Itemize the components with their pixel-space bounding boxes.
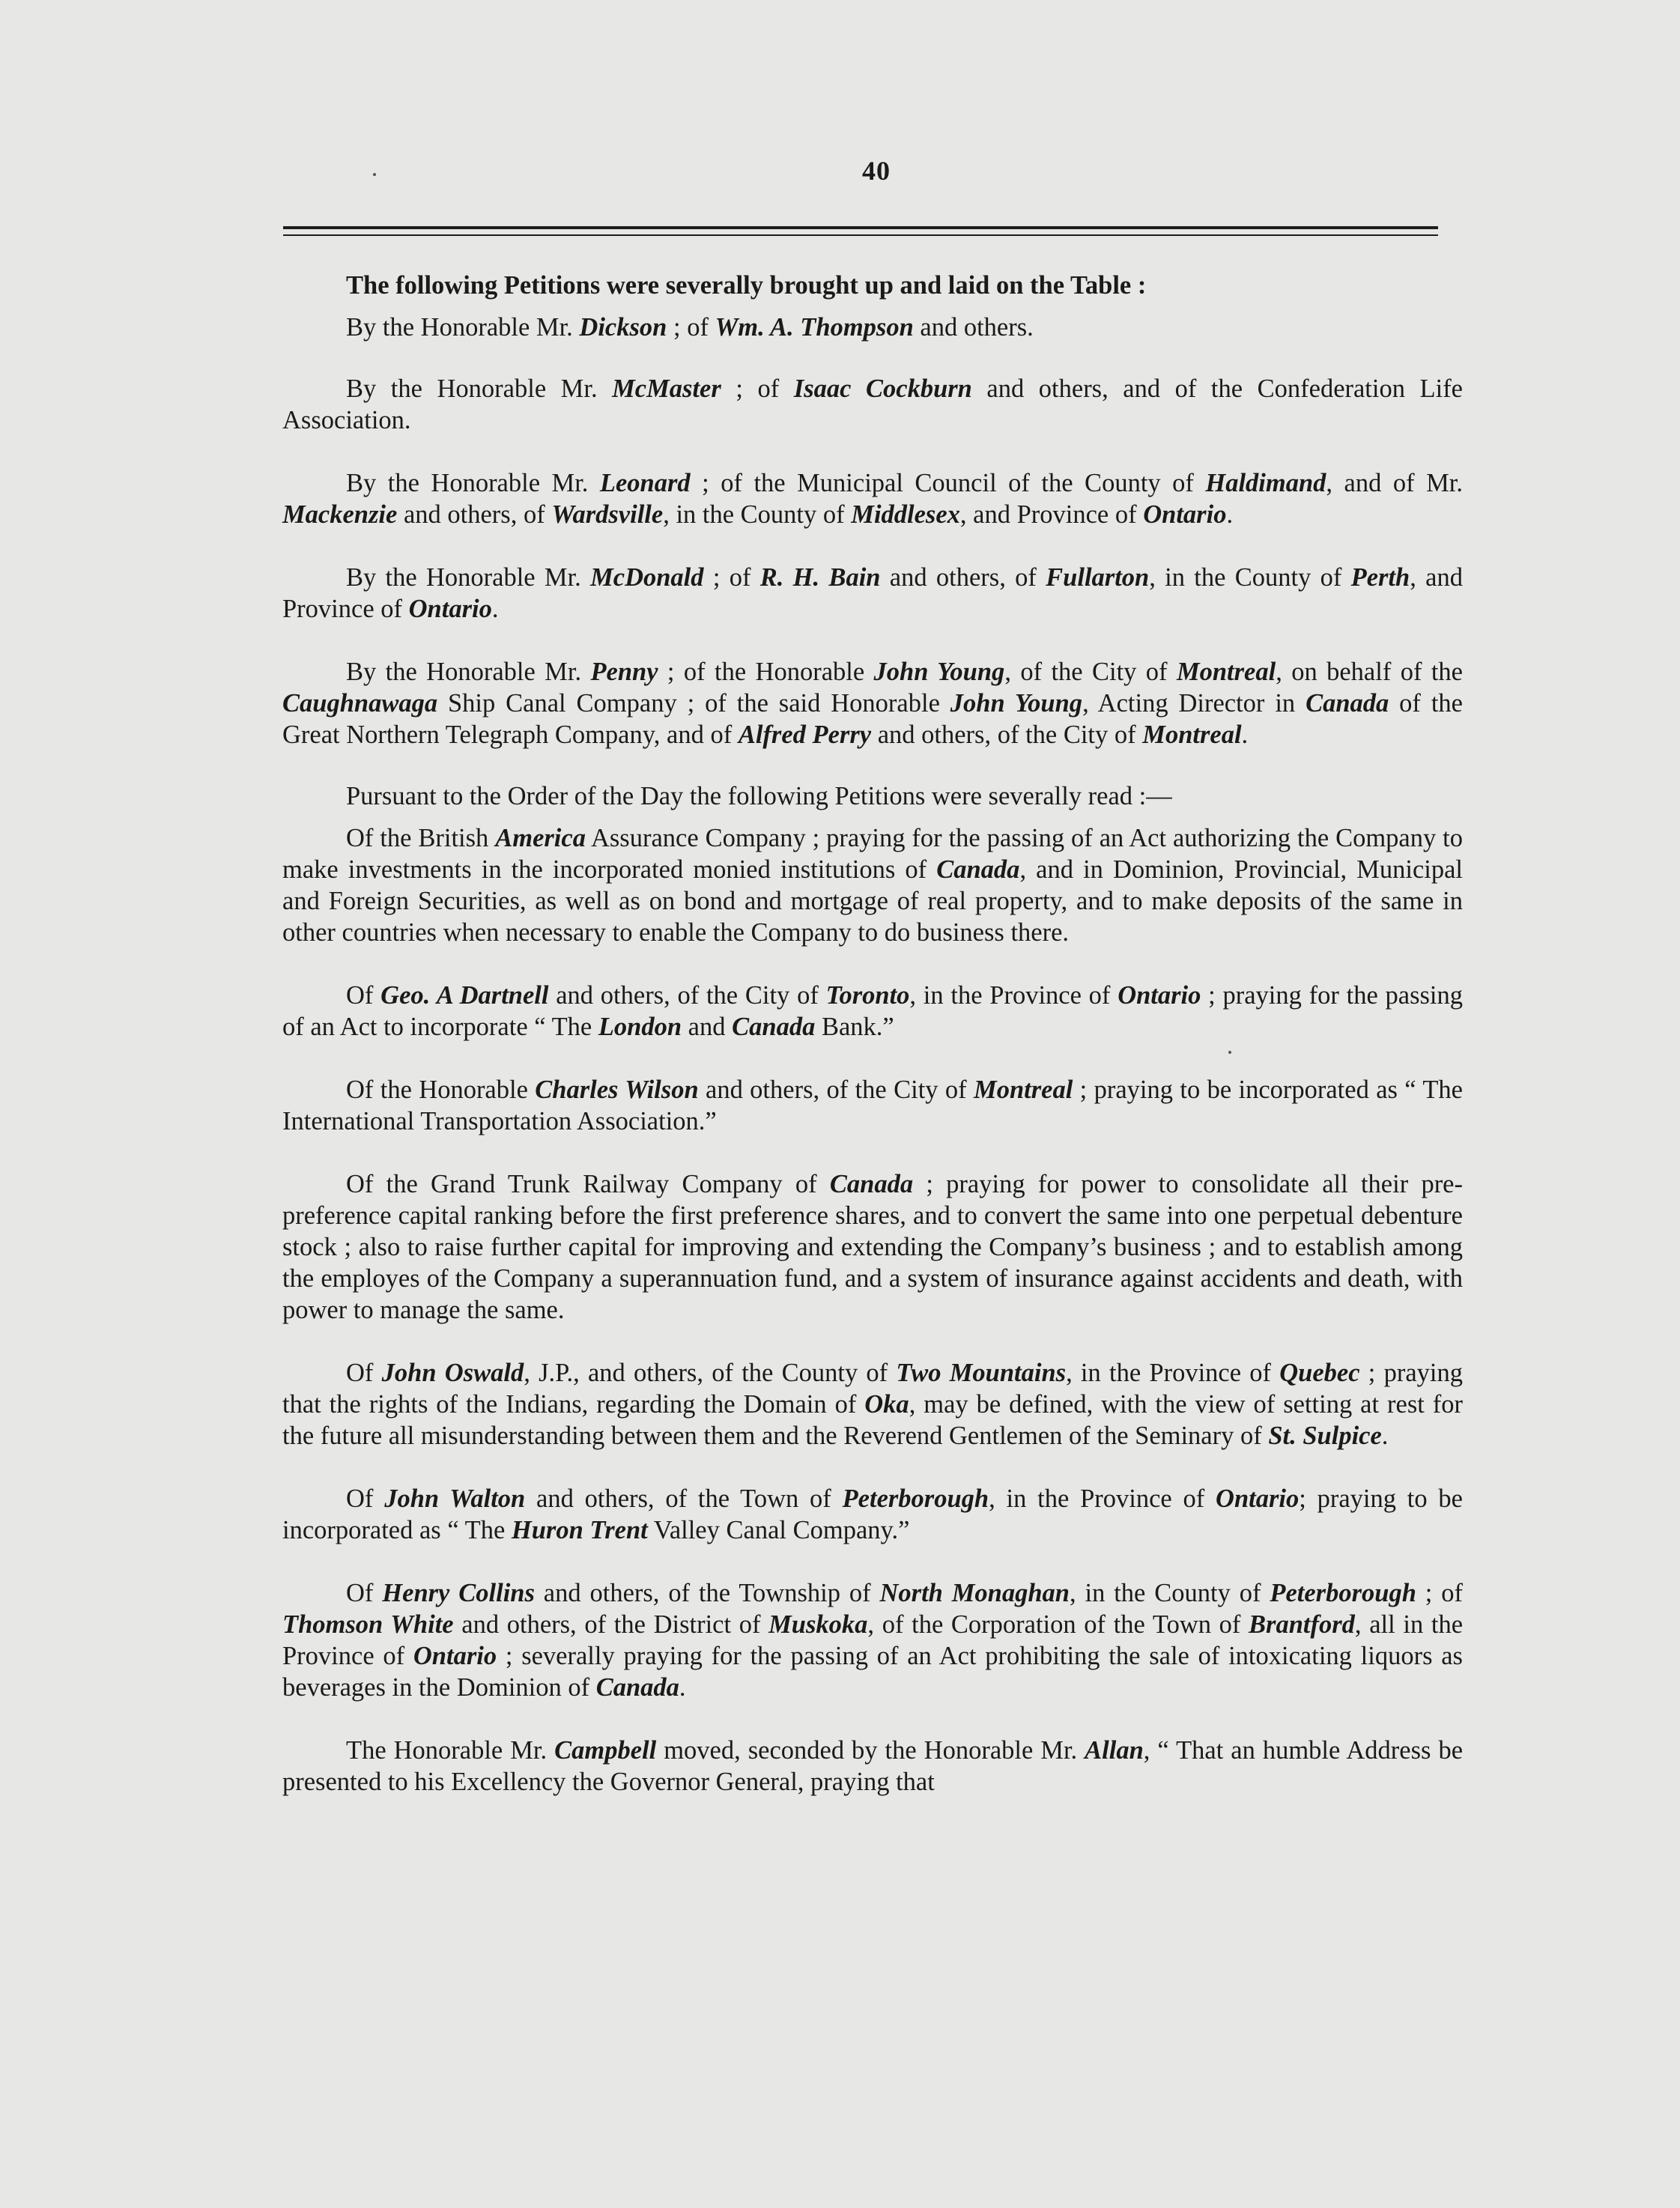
- text-run: .: [679, 1673, 686, 1702]
- proper-name: Ontario: [1216, 1484, 1300, 1513]
- text-run: , “ That an humble Address be presented to his Excellency the Governor General, praying that: [282, 1736, 1464, 1796]
- text-run: Pursuant to the Order of the Day the following Petitions were severally read :—: [346, 782, 1172, 810]
- text-run: ; praying for power to consolidate all their pre-preference capital ranking before the first preference shares, and to convert the same into one perpetual debenture stock ; also to raise further capital for improving and extending the Company’s business ; and to establish among the employes of the Company a superannuation fund, and a system of insurance against accidents and death, with power to manage the same.: [282, 1170, 1463, 1324]
- proper-name: John Young: [950, 689, 1083, 718]
- proper-name: Leonard: [599, 469, 691, 497]
- proper-name: Canada: [595, 1673, 679, 1702]
- text-run: ; of the Honorable: [658, 658, 874, 686]
- proper-name: Montreal: [1142, 721, 1242, 749]
- text-run: ; praying to be incorporated as “ The International Transportation Association.”: [282, 1076, 1463, 1135]
- paragraph: [282, 1168, 1463, 1326]
- paragraph: [282, 1074, 1463, 1137]
- text-run: , may be defined, with the view of setting at rest for the future all misunderstanding between them and the Reverend Gentlemen of the Seminary of: [282, 1390, 1464, 1450]
- text-run: and others, of the City of: [871, 721, 1143, 749]
- text-run: , and Province of: [959, 500, 1144, 529]
- text-run: Of: [346, 981, 381, 1010]
- text-run: , and of Mr.: [1326, 469, 1463, 497]
- text-run: , in the County of: [663, 500, 852, 529]
- proper-name: Henry Collins: [382, 1579, 535, 1607]
- proper-name: Charles Wilson: [535, 1076, 699, 1104]
- text-run: and others, of the Town of: [525, 1484, 843, 1513]
- proper-name: Canada: [732, 1013, 816, 1041]
- bold-text: The following Petitions were severally brought up and laid on the Table :: [346, 271, 1147, 300]
- proper-name: Dickson: [579, 313, 667, 342]
- text-run: By the Honorable Mr.: [346, 563, 591, 592]
- text-run: and others, of the City of: [698, 1076, 974, 1104]
- proper-name: McMaster: [612, 374, 721, 403]
- paragraph: [282, 1483, 1463, 1546]
- text-run: By the Honorable Mr.: [346, 469, 600, 497]
- proper-name: Wm. A. Thompson: [715, 313, 914, 342]
- proper-name: Ontario: [1143, 500, 1227, 529]
- text-run: , of the Corporation of the Town of: [867, 1610, 1249, 1639]
- text-run: ; of: [1416, 1579, 1464, 1607]
- text-run: , in the Province of: [1066, 1359, 1280, 1387]
- proper-name: Geo. A Dartnell: [380, 981, 549, 1010]
- speck-mark: [373, 173, 376, 176]
- proper-name: Peterborough: [1270, 1579, 1416, 1607]
- paragraph: [282, 312, 1463, 343]
- text-run: , on behalf of the: [1276, 658, 1463, 686]
- proper-name: Middlesex: [851, 500, 960, 529]
- proper-name: Haldimand: [1205, 469, 1326, 497]
- text-run: .: [1226, 500, 1234, 529]
- text-run: Assurance Company ; praying for the passing of an Act authorizing the Company to make investments in the incorporated monied institutions of: [282, 824, 1463, 884]
- text-run: Of: [346, 1579, 383, 1607]
- proper-name: Caughnawaga: [282, 689, 438, 718]
- text-run: ; praying that the rights of the Indians, regarding the Domain of: [282, 1359, 1464, 1419]
- proper-name: McDonald: [590, 563, 704, 592]
- text-run: , in the County of: [1069, 1579, 1270, 1607]
- text-run: , Acting Director in: [1082, 689, 1306, 718]
- text-run: and others, of the City of: [548, 981, 826, 1010]
- text-run: .: [1241, 721, 1249, 749]
- text-run: Of the British: [346, 824, 496, 852]
- proper-name: Muskoka: [768, 1610, 868, 1639]
- proper-name: R. H. Bain: [759, 563, 881, 592]
- proper-name: John Oswald: [381, 1359, 524, 1387]
- text-run: , in the Province of: [909, 981, 1118, 1010]
- text-run: and others, of the District of: [453, 1610, 769, 1639]
- text-run: Ship Canal Company ; of the said Honorable: [437, 689, 950, 718]
- text-run: moved, seconded by the Honorable Mr.: [656, 1736, 1085, 1765]
- text-run: The Honorable Mr.: [346, 1736, 555, 1765]
- proper-name: Perth: [1350, 563, 1410, 592]
- proper-name: Peterborough: [842, 1484, 989, 1513]
- proper-name: Two Mountains: [896, 1359, 1067, 1387]
- proper-name: Brantford: [1249, 1610, 1355, 1639]
- paragraph: [282, 980, 1463, 1043]
- paragraph: [282, 562, 1463, 625]
- text-run: ; of: [667, 313, 715, 342]
- text-run: , all in the Province of: [282, 1610, 1464, 1670]
- proper-name: St. Sulpice: [1268, 1422, 1382, 1450]
- proper-name: Montreal: [974, 1076, 1073, 1104]
- text-run: and others, of: [880, 563, 1046, 592]
- proper-name: Canada: [829, 1170, 914, 1198]
- proper-name: Toronto: [825, 981, 910, 1010]
- proper-name: Quebec: [1279, 1359, 1360, 1387]
- text-run: Valley Canal Company.”: [647, 1516, 910, 1544]
- text-run: ; praying for the passing of an Act to incorporate “ The: [282, 981, 1464, 1041]
- body-text: [282, 270, 1463, 1798]
- paragraph: [282, 373, 1463, 436]
- text-run: and others, of: [397, 500, 552, 529]
- paragraph: [282, 780, 1463, 812]
- paragraph: [282, 822, 1463, 948]
- paragraph: [282, 467, 1463, 530]
- proper-name: Oka: [864, 1390, 909, 1419]
- text-run: ; of: [721, 374, 794, 403]
- text-run: Of: [346, 1484, 385, 1513]
- text-run: ; severally praying for the passing of an Act prohibiting the sale of intoxicating liquors as beverages in the Dominion of: [282, 1642, 1463, 1702]
- proper-name: Fullarton: [1046, 563, 1150, 592]
- proper-name: Canada: [936, 855, 1020, 884]
- paragraph: [282, 1357, 1463, 1452]
- proper-name: Penny: [590, 658, 658, 686]
- text-run: and: [682, 1013, 733, 1041]
- paragraph: [282, 270, 1463, 301]
- proper-name: North Monaghan: [879, 1579, 1070, 1607]
- text-run: Of: [346, 1359, 382, 1387]
- text-run: and others, and of the Confederation Life Association.: [282, 374, 1463, 434]
- text-run: , J.P., and others, of the County of: [524, 1359, 897, 1387]
- proper-name: Canada: [1306, 689, 1389, 718]
- text-run: , and Province of: [282, 563, 1463, 623]
- text-run: , of the City of: [1004, 658, 1177, 686]
- text-run: , in the County of: [1149, 563, 1351, 592]
- text-run: , in the Province of: [989, 1484, 1216, 1513]
- proper-name: Thomson White: [282, 1610, 454, 1639]
- text-run: ; of the Municipal Council of the County of: [690, 469, 1206, 497]
- proper-name: Allan: [1085, 1736, 1144, 1765]
- proper-name: Ontario: [408, 595, 492, 623]
- text-run: and others.: [913, 313, 1034, 342]
- proper-name: Campbell: [554, 1736, 657, 1765]
- page-number: 40: [862, 156, 891, 186]
- text-run: , and in Dominion, Provincial, Municipal and Foreign Securities, as well as on bond and mortgage of real property, and to make deposits of the same in other countries when necessary to enable the Company to do business there.: [282, 855, 1463, 947]
- proper-name: America: [495, 824, 586, 852]
- text-run: By the Honorable Mr.: [346, 658, 591, 686]
- header-rule-thin: [283, 234, 1438, 236]
- proper-name: Isaac Cockburn: [793, 374, 972, 403]
- text-run: .: [491, 595, 499, 623]
- header-rule-thick: [283, 226, 1438, 229]
- text-run: .: [1381, 1422, 1389, 1450]
- proper-name: Wardsville: [551, 500, 664, 529]
- text-run: and others, of the Township of: [534, 1579, 880, 1607]
- text-run: Of the Honorable: [346, 1076, 536, 1104]
- proper-name: London: [598, 1013, 682, 1041]
- paragraph: [282, 1735, 1463, 1798]
- paragraph: [282, 1577, 1463, 1703]
- proper-name: Ontario: [413, 1642, 497, 1670]
- proper-name: Alfred Perry: [738, 721, 872, 749]
- proper-name: Huron Trent: [511, 1516, 648, 1544]
- paragraph: [282, 656, 1463, 750]
- text-run: of the Great Northern Telegraph Company, and of: [282, 689, 1463, 749]
- proper-name: Montreal: [1176, 658, 1276, 686]
- text-run: By the Honorable Mr.: [346, 374, 613, 403]
- text-run: Of the Grand Trunk Railway Company of: [346, 1170, 830, 1198]
- text-run: Bank.”: [815, 1013, 894, 1041]
- proper-name: John Walton: [384, 1484, 526, 1513]
- proper-name: Mackenzie: [282, 500, 398, 529]
- text-run: By the Honorable Mr.: [346, 313, 580, 342]
- text-run: ; of: [703, 563, 760, 592]
- text-run: ; praying to be incorporated as “ The: [282, 1484, 1463, 1544]
- proper-name: John Young: [873, 658, 1005, 686]
- proper-name: Ontario: [1118, 981, 1201, 1010]
